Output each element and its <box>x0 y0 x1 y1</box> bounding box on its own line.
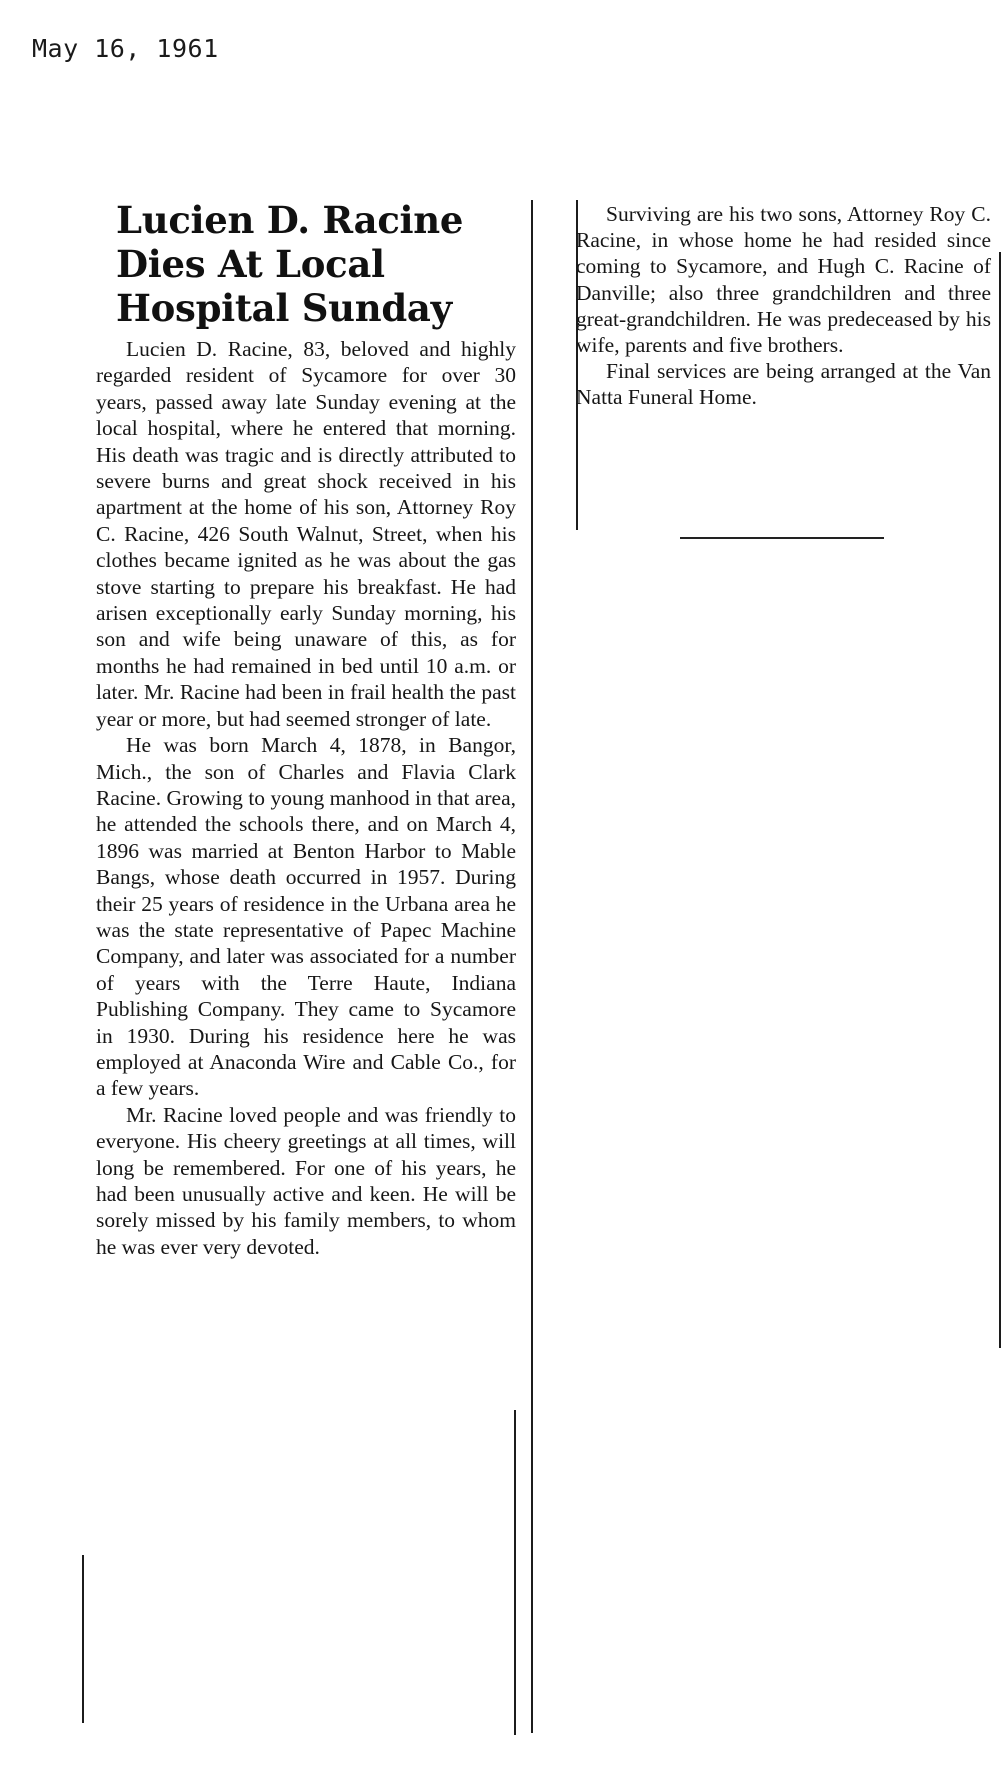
article-end-rule <box>680 537 884 539</box>
article-paragraph-4: Surviving are his two sons, Attorney Roy C. Racine, in whose home he had resided since coming to Sycamore, and Hugh C. Racine of Danville; also three grandchildren and three great-grandchildren. He was predeceased by his wife, parents and five brothers. <box>576 202 991 358</box>
article-paragraph-1: Lucien D. Racine, 83, beloved and highly regarded resident of Sycamore for over 30 years, passed away late Sunday evening at the local hospital, where he entered that morning. His death was tragic and is directly attributed to severe burns and great shock received in his apartment at the home of his son, Attorney Roy C. Racine, 426 South Walnut, Street, when his clothes became ignited as he was about the gas stove starting to prepare his breakfast. He had arisen exceptionally early Sunday morning, his son and wife being unaware of this, as for months he had remained in bed until 10 a.m. or later. Mr. Racine had been in frail health the past year or more, but had seemed stronger of late. <box>96 337 516 731</box>
article-headline <box>116 198 516 330</box>
right-edge-rule <box>999 252 1001 1348</box>
article-paragraph-3: Mr. Racine loved people and was friendly to everyone. His cheery greetings at all times, will long be remembered. For one of his years, he had been unusually active and keen. He will be sorely missed by his family members, to whom he was ever very devoted. <box>96 1102 516 1259</box>
headline-line-1: Lucien D. Racine <box>116 198 464 242</box>
headline-line-3: Hospital Sunday <box>116 286 452 330</box>
article-paragraph-5: Final services are being arranged at the Van Natta Funeral Home. <box>576 359 991 410</box>
headline-line-2: Dies At Local <box>116 242 385 286</box>
left-edge-rule <box>82 1555 84 1723</box>
page-date: May 16, 1961 <box>32 34 219 63</box>
column-divider-rule <box>531 200 533 1733</box>
inner-edge-rule <box>514 1410 516 1735</box>
article-paragraph-2: He was born March 4, 1878, in Bangor, Mich., the son of Charles and Flavia Clark Racine. Growing to young manhood in that area, he attended the schools there, and on March 4, 1896 was married at Benton Harbor to Mable Bangs, whose death occurred in 1957. During their 25 years of residence in the Urbana area he was the state representative of Papec Machine Company, and later was associated for a number of years with the Terre Haute, Indiana Publishing Company. They came to Sycamore in 1930. During his residence here he was employed at Anaconda Wire and Cable Co., for a few years. <box>96 733 516 1101</box>
article-column-right <box>576 201 991 411</box>
article-column-left <box>96 198 516 1260</box>
